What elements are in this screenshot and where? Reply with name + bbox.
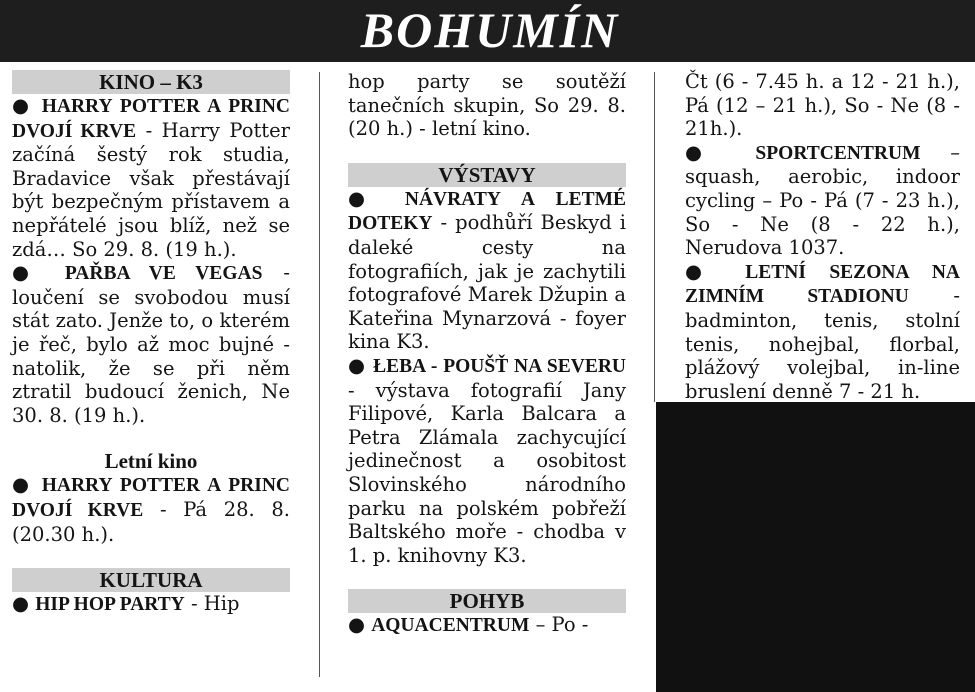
listing-text: - badminton, tenis, stolní tenis, nohejbal, florbal, plážový volejbal, in-line bruslení denně 7 - 21 h. <box>685 284 960 403</box>
listing-item <box>12 261 290 427</box>
spacer <box>348 567 626 589</box>
bullet-icon: ● <box>12 94 33 117</box>
bullet-icon: ● <box>685 259 721 283</box>
section-header-kultura: KULTURA <box>12 568 290 592</box>
listing-title: HIP HOP PARTY <box>35 594 185 616</box>
spacer <box>348 141 626 163</box>
bullet-icon: ● <box>348 613 366 637</box>
listing-continuation: Čt (6 - 7.45 h. a 12 - 21 h.), Pá (12 – 21 h.), So - Ne (8 - 21h.). <box>685 70 960 141</box>
section-header-vystavy: VÝSTAVY <box>348 163 626 187</box>
listing-item <box>12 94 290 261</box>
listing-title: HARRY POTTER A PRINC DVOJÍ KRVE <box>12 475 291 521</box>
bullet-icon: ● <box>348 186 382 210</box>
column-divider <box>319 72 320 677</box>
listing-title: SPORTCENTRUM <box>755 142 921 164</box>
listing-title: AQUACENTRUM <box>371 615 530 637</box>
column-2 <box>348 70 626 638</box>
black-block <box>656 402 975 692</box>
listing-title: ŁEBA - POUŠŤ NA SEVERU <box>373 355 627 377</box>
column-3 <box>685 70 960 403</box>
bullet-icon: ● <box>12 261 44 285</box>
listing-text: – squash, aerobic, indoor cycling – Po - Pá (7 - 23 h.), So - Ne (8 - 22 h.), Nerudova 1037. <box>685 140 961 260</box>
listing-item <box>685 141 960 260</box>
listing-text: - Pá 28. 8. (20.30 h.). <box>12 497 291 546</box>
listing-item <box>685 260 960 404</box>
bullet-icon: ● <box>12 592 30 616</box>
listing-item <box>348 613 626 638</box>
listing-title: NÁVRATY A LETMÉ DOTEKY <box>348 188 626 235</box>
listing-item <box>348 354 626 567</box>
spacer <box>12 546 290 568</box>
spacer <box>12 427 290 449</box>
bullet-icon: ● <box>685 140 726 164</box>
bullet-icon: ● <box>348 353 366 377</box>
listing-text: - výstava fotografií Jany Filipové, Karla Balcara a Petra Zlámala zachycující jedinečnost a osobitost Slovinského národního parku na polském pobřeží Baltského moře - chodba v 1. p. knihovny K3. <box>348 378 626 567</box>
listing-item <box>348 187 626 354</box>
column-divider <box>654 72 655 402</box>
listing-title: PAŘBA VE VEGAS <box>64 263 263 285</box>
listing-title: HARRY POTTER A PRINC DVOJÍ KRVE <box>12 96 291 142</box>
listing-text: - Harry Potter začíná šestý rok studia, Bradavice však přestávají být bezpečným přístavem a nepřátelé jsou blíž, než se zdá… So 29. 8. (19 h.). <box>12 118 290 261</box>
column-1 <box>12 70 290 617</box>
listing-text: – Po - <box>529 613 589 637</box>
section-header-letni-kino: Letní kino <box>104 449 198 474</box>
listing-continuation: hop party se soutěží tanečních skupin, So 29. 8. (20 h.) - letní kino. <box>348 70 626 141</box>
masthead-title: BOHUMÍN <box>360 2 620 58</box>
listing-text: - Hip <box>184 592 240 616</box>
section-header-kino: KINO – K3 <box>12 70 290 94</box>
listing-item <box>12 592 290 617</box>
listing-title: LETNÍ SEZONA NA ZIMNÍM STADIONU <box>685 261 960 308</box>
listing-text: - loučení se svobodou musí stát zato. Jenže to, o kterém je řeč, bylo až moc bujné - natolik, že se při něm ztratil budoucí ženich, Ne 30. 8. (19 h.). <box>12 261 291 427</box>
section-header-pohyb: POHYB <box>348 589 626 613</box>
masthead <box>0 0 975 62</box>
bullet-icon: ● <box>12 473 33 497</box>
listing-item <box>12 473 290 546</box>
listing-text: - podhůří Beskyd i daleké cesty na fotografiích, jak je zachytili fotografové Marek Džupin a Kateřina Mynarzová - foyer kina K3. <box>348 211 626 354</box>
